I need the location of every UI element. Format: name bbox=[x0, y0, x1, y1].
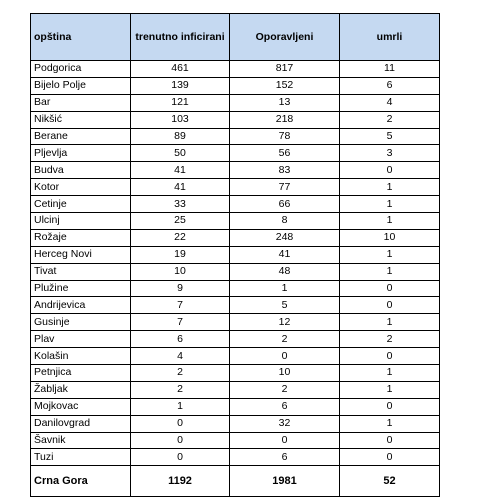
deceased-cell: 1 bbox=[340, 196, 440, 213]
municipality-cell: Petnjica bbox=[31, 365, 131, 382]
municipality-cell: Pljevlja bbox=[31, 145, 131, 162]
total-infected: 1192 bbox=[131, 466, 230, 497]
municipality-cell: Ulcinj bbox=[31, 213, 131, 230]
infected-cell: 50 bbox=[131, 145, 230, 162]
infected-cell: 41 bbox=[131, 179, 230, 196]
recovered-cell: 13 bbox=[230, 94, 340, 111]
recovered-cell: 2 bbox=[230, 331, 340, 348]
deceased-cell: 1 bbox=[340, 213, 440, 230]
infected-cell: 103 bbox=[131, 111, 230, 128]
deceased-cell: 1 bbox=[340, 263, 440, 280]
deceased-cell: 1 bbox=[340, 381, 440, 398]
table-row bbox=[31, 94, 440, 111]
municipality-cell: Rožaje bbox=[31, 229, 131, 246]
recovered-cell: 6 bbox=[230, 398, 340, 415]
municipality-cell: Plav bbox=[31, 331, 131, 348]
infected-cell: 25 bbox=[131, 213, 230, 230]
infected-cell: 2 bbox=[131, 365, 230, 382]
recovered-cell: 48 bbox=[230, 263, 340, 280]
infected-cell: 19 bbox=[131, 246, 230, 263]
recovered-cell: 5 bbox=[230, 297, 340, 314]
table-row bbox=[31, 314, 440, 331]
table-row bbox=[31, 415, 440, 432]
deceased-cell: 1 bbox=[340, 246, 440, 263]
table-row bbox=[31, 432, 440, 449]
deceased-cell: 11 bbox=[340, 61, 440, 78]
municipality-cell: Andrijevica bbox=[31, 297, 131, 314]
recovered-cell: 32 bbox=[230, 415, 340, 432]
deceased-cell: 4 bbox=[340, 94, 440, 111]
table-row bbox=[31, 365, 440, 382]
table-row bbox=[31, 145, 440, 162]
municipality-cell: Kolašin bbox=[31, 348, 131, 365]
infected-cell: 0 bbox=[131, 415, 230, 432]
table-row bbox=[31, 128, 440, 145]
recovered-cell: 248 bbox=[230, 229, 340, 246]
municipality-cell: Berane bbox=[31, 128, 131, 145]
infected-cell: 7 bbox=[131, 314, 230, 331]
deceased-cell: 0 bbox=[340, 432, 440, 449]
header-recovered: Oporavljeni bbox=[230, 14, 340, 61]
deceased-cell: 1 bbox=[340, 365, 440, 382]
deceased-cell: 0 bbox=[340, 297, 440, 314]
table-row bbox=[31, 246, 440, 263]
header-deceased: umrli bbox=[340, 14, 440, 61]
total-deceased: 52 bbox=[340, 466, 440, 497]
table-row bbox=[31, 213, 440, 230]
municipality-cell: Plužine bbox=[31, 280, 131, 297]
deceased-cell: 0 bbox=[340, 348, 440, 365]
table-row bbox=[31, 179, 440, 196]
municipality-cell: Tuzi bbox=[31, 449, 131, 466]
infected-cell: 22 bbox=[131, 229, 230, 246]
recovered-cell: 66 bbox=[230, 196, 340, 213]
table-row bbox=[31, 398, 440, 415]
municipality-cell: Herceg Novi bbox=[31, 246, 131, 263]
deceased-cell: 10 bbox=[340, 229, 440, 246]
municipality-cell: Gusinje bbox=[31, 314, 131, 331]
infected-cell: 139 bbox=[131, 77, 230, 94]
municipality-cell: Bijelo Polje bbox=[31, 77, 131, 94]
header-municipality: opština bbox=[31, 14, 131, 61]
deceased-cell: 1 bbox=[340, 179, 440, 196]
recovered-cell: 77 bbox=[230, 179, 340, 196]
table-row bbox=[31, 61, 440, 78]
deceased-cell: 0 bbox=[340, 449, 440, 466]
table-row bbox=[31, 229, 440, 246]
recovered-cell: 152 bbox=[230, 77, 340, 94]
deceased-cell: 2 bbox=[340, 111, 440, 128]
recovered-cell: 8 bbox=[230, 213, 340, 230]
infected-cell: 0 bbox=[131, 449, 230, 466]
municipality-cell: Bar bbox=[31, 94, 131, 111]
infected-cell: 6 bbox=[131, 331, 230, 348]
table-row bbox=[31, 162, 440, 179]
recovered-cell: 12 bbox=[230, 314, 340, 331]
recovered-cell: 0 bbox=[230, 432, 340, 449]
infected-cell: 9 bbox=[131, 280, 230, 297]
table-body bbox=[31, 61, 440, 466]
municipality-cell: Tivat bbox=[31, 263, 131, 280]
infected-cell: 33 bbox=[131, 196, 230, 213]
recovered-cell: 817 bbox=[230, 61, 340, 78]
recovered-cell: 56 bbox=[230, 145, 340, 162]
recovered-cell: 0 bbox=[230, 348, 340, 365]
table-row bbox=[31, 348, 440, 365]
municipality-cell: Žabljak bbox=[31, 381, 131, 398]
total-label: Crna Gora bbox=[31, 466, 131, 497]
infected-cell: 89 bbox=[131, 128, 230, 145]
deceased-cell: 1 bbox=[340, 415, 440, 432]
table-row bbox=[31, 297, 440, 314]
header-currently-infected: trenutno inficirani bbox=[131, 14, 230, 61]
table-row bbox=[31, 381, 440, 398]
recovered-cell: 1 bbox=[230, 280, 340, 297]
table-row bbox=[31, 449, 440, 466]
infected-cell: 41 bbox=[131, 162, 230, 179]
table-row bbox=[31, 77, 440, 94]
municipality-cell: Mojkovac bbox=[31, 398, 131, 415]
infected-cell: 7 bbox=[131, 297, 230, 314]
header-row bbox=[31, 14, 440, 61]
infected-cell: 4 bbox=[131, 348, 230, 365]
municipality-cell: Podgorica bbox=[31, 61, 131, 78]
infected-cell: 461 bbox=[131, 61, 230, 78]
infected-cell: 0 bbox=[131, 432, 230, 449]
table-footer bbox=[31, 466, 440, 497]
table-header bbox=[31, 14, 440, 61]
covid-municipality-table bbox=[30, 13, 440, 497]
table-row bbox=[31, 263, 440, 280]
deceased-cell: 2 bbox=[340, 331, 440, 348]
deceased-cell: 0 bbox=[340, 280, 440, 297]
deceased-cell: 0 bbox=[340, 162, 440, 179]
recovered-cell: 41 bbox=[230, 246, 340, 263]
recovered-cell: 10 bbox=[230, 365, 340, 382]
recovered-cell: 218 bbox=[230, 111, 340, 128]
infected-cell: 10 bbox=[131, 263, 230, 280]
recovered-cell: 83 bbox=[230, 162, 340, 179]
recovered-cell: 78 bbox=[230, 128, 340, 145]
table-row bbox=[31, 331, 440, 348]
deceased-cell: 0 bbox=[340, 398, 440, 415]
infected-cell: 1 bbox=[131, 398, 230, 415]
infected-cell: 121 bbox=[131, 94, 230, 111]
recovered-cell: 6 bbox=[230, 449, 340, 466]
recovered-cell: 2 bbox=[230, 381, 340, 398]
total-recovered: 1981 bbox=[230, 466, 340, 497]
deceased-cell: 5 bbox=[340, 128, 440, 145]
municipality-cell: Danilovgrad bbox=[31, 415, 131, 432]
municipality-cell: Nikšić bbox=[31, 111, 131, 128]
total-row bbox=[31, 466, 440, 497]
deceased-cell: 3 bbox=[340, 145, 440, 162]
infected-cell: 2 bbox=[131, 381, 230, 398]
municipality-cell: Budva bbox=[31, 162, 131, 179]
table-row bbox=[31, 111, 440, 128]
municipality-cell: Šavnik bbox=[31, 432, 131, 449]
deceased-cell: 1 bbox=[340, 314, 440, 331]
municipality-cell: Kotor bbox=[31, 179, 131, 196]
table-row bbox=[31, 280, 440, 297]
table-row bbox=[31, 196, 440, 213]
municipality-cell: Cetinje bbox=[31, 196, 131, 213]
deceased-cell: 6 bbox=[340, 77, 440, 94]
